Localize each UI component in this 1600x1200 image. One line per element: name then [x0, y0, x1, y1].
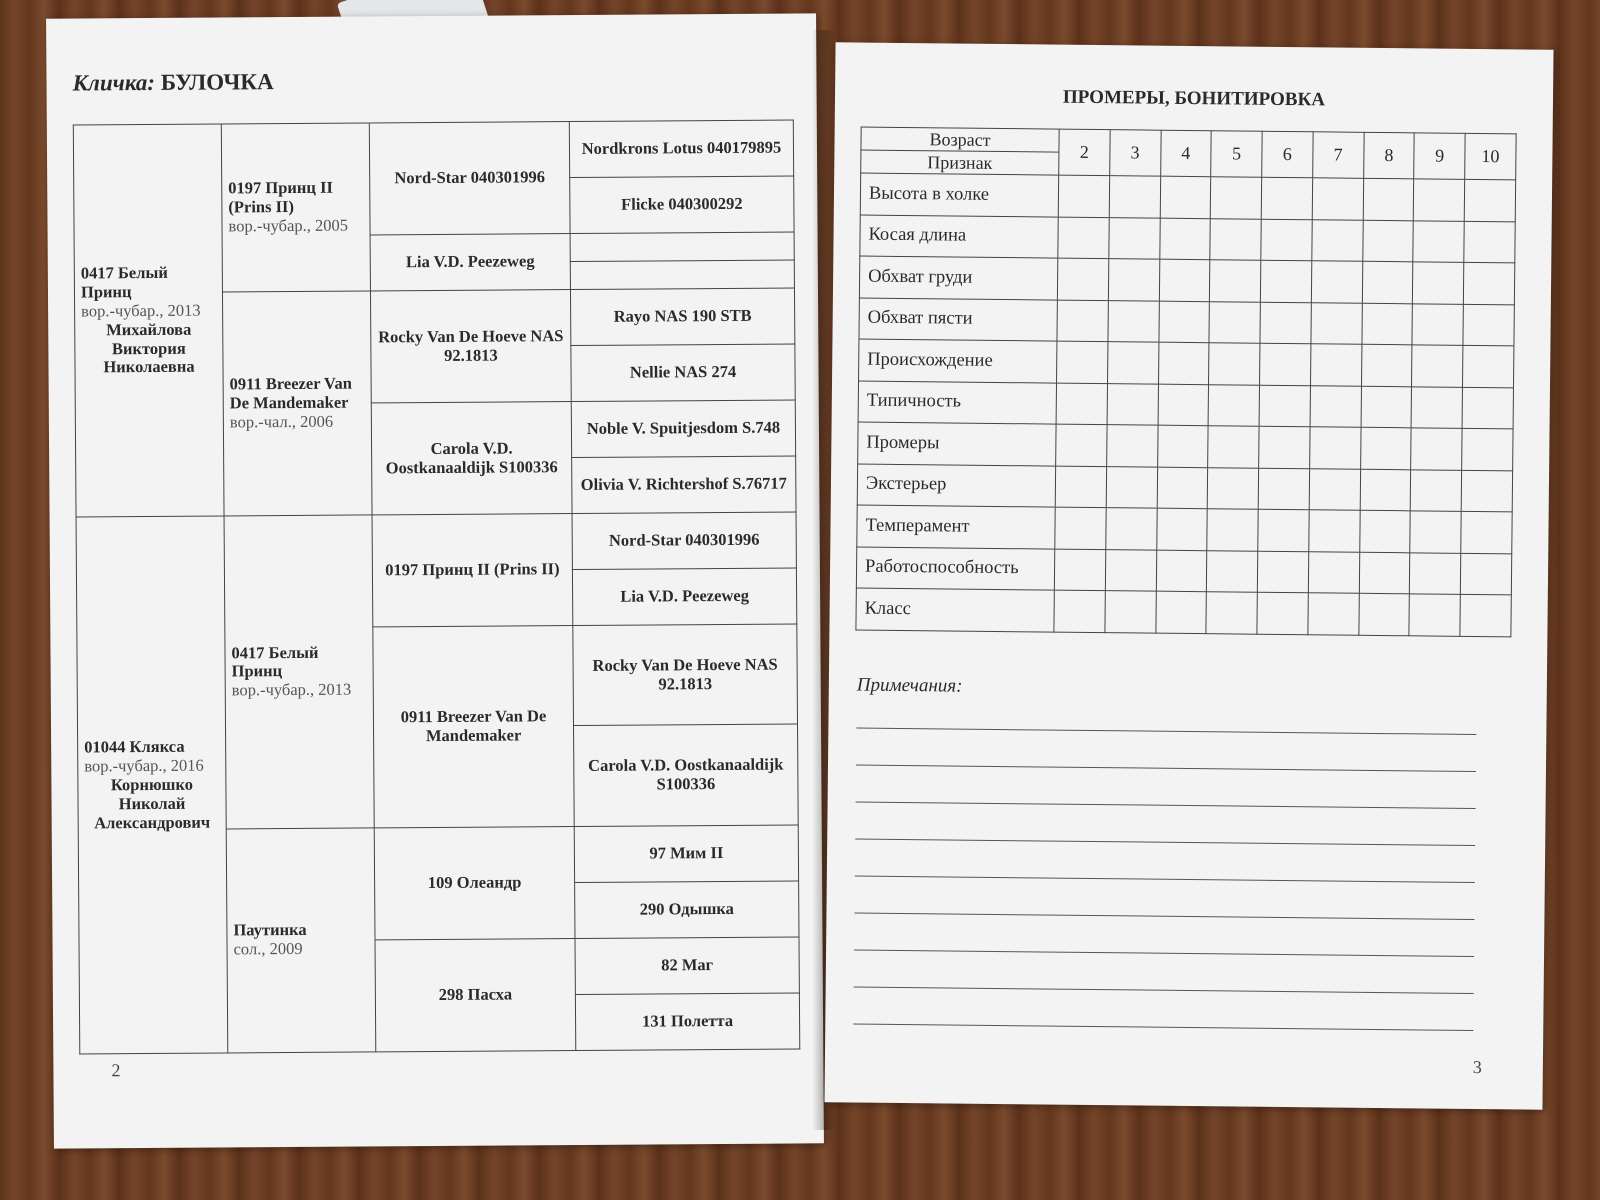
score-cell[interactable] — [1258, 509, 1309, 551]
age-header: 7 — [1313, 132, 1364, 179]
score-cell[interactable] — [1308, 593, 1359, 635]
pedigree-table — [73, 119, 800, 1054]
score-cell[interactable] — [1257, 551, 1308, 593]
measurements-table — [855, 127, 1516, 637]
score-cell[interactable] — [1207, 509, 1258, 551]
g3-cell: 109 Олеандр — [374, 826, 575, 939]
score-cell[interactable] — [1259, 385, 1310, 427]
score-cell[interactable] — [1309, 510, 1360, 552]
score-cell[interactable] — [1411, 428, 1462, 470]
score-cell[interactable] — [1414, 179, 1465, 221]
score-cell[interactable] — [1361, 344, 1412, 386]
g3-cell: 298 Пасха — [375, 938, 576, 1052]
score-cell[interactable] — [1210, 218, 1261, 260]
g4-cell: Noble V. Spuitjesdom S.748 — [571, 400, 795, 458]
g3-cell: Nord-Star 040301996 — [369, 122, 570, 235]
score-cell[interactable] — [1158, 301, 1209, 343]
notes-line — [854, 950, 1474, 957]
sire-sire-cell — [221, 123, 370, 292]
score-cell[interactable] — [1410, 511, 1461, 553]
score-cell[interactable] — [1054, 590, 1105, 632]
notes-line — [856, 802, 1476, 809]
notes-line — [854, 913, 1474, 920]
nickname-label: Кличка: — [72, 69, 156, 96]
score-cell[interactable] — [1259, 426, 1310, 468]
score-cell[interactable] — [1361, 386, 1412, 428]
score-cell[interactable] — [1359, 552, 1410, 594]
score-cell[interactable] — [1309, 427, 1360, 469]
score-cell[interactable] — [1211, 177, 1262, 219]
score-cell[interactable] — [1310, 344, 1361, 386]
dam-name: 01044 Клякса — [84, 736, 185, 757]
dam-sire-cell — [224, 515, 374, 829]
score-cell[interactable] — [1412, 345, 1463, 387]
age-header: 4 — [1160, 130, 1211, 177]
g4-cell: 290 Одышка — [575, 881, 799, 939]
trait-label: Происхождение — [859, 339, 1057, 383]
sire-sire-name: 0197 Принц II (Prins II) — [228, 177, 333, 217]
g3-cell: 0911 Breezer Van De Mandemaker — [373, 626, 574, 828]
score-cell[interactable] — [1159, 259, 1210, 301]
score-cell[interactable] — [1208, 467, 1259, 509]
age-header: 5 — [1211, 131, 1262, 178]
nickname-value: БУЛОЧКА — [160, 69, 274, 95]
score-cell[interactable] — [1055, 507, 1106, 549]
trait-label: Класс — [856, 588, 1054, 632]
dam-sire-name: 0417 Белый Принц — [231, 642, 319, 681]
g4-cell: Rayo NAS 190 STB — [570, 288, 794, 346]
score-cell[interactable] — [1160, 176, 1211, 218]
notes-line — [854, 987, 1474, 994]
score-cell[interactable] — [1105, 591, 1156, 633]
score-cell[interactable] — [1310, 385, 1361, 427]
score-cell[interactable] — [1461, 470, 1512, 512]
notes-line — [853, 1024, 1473, 1031]
score-cell[interactable] — [1057, 258, 1108, 300]
g4-cell: Olivia V. Richtershof S.76717 — [572, 456, 796, 514]
score-cell[interactable] — [1208, 426, 1259, 468]
dam-sire-info: вор.-чубар., 2013 — [231, 680, 352, 700]
score-cell[interactable] — [1208, 384, 1259, 426]
score-cell[interactable] — [1209, 343, 1260, 385]
page-title: ПРОМЕРЫ, БОНИТИРОВКА — [1062, 86, 1326, 111]
score-cell[interactable] — [1109, 217, 1160, 259]
score-cell[interactable] — [1261, 177, 1312, 219]
score-cell[interactable] — [1209, 301, 1260, 343]
trait-label: Работоспособность — [856, 547, 1054, 591]
age-header: 9 — [1414, 133, 1465, 180]
age-header: 8 — [1363, 132, 1414, 179]
score-cell[interactable] — [1057, 300, 1108, 342]
score-cell[interactable] — [1311, 261, 1362, 303]
trait-row — [859, 298, 1514, 346]
score-cell[interactable] — [1107, 342, 1158, 384]
trait-label: Высота в холке — [860, 173, 1058, 217]
score-cell[interactable] — [1464, 179, 1515, 221]
score-cell[interactable] — [1308, 551, 1359, 593]
sire-cell — [73, 124, 224, 517]
trait-row — [860, 215, 1515, 263]
trait-label: Экстерьер — [857, 464, 1055, 508]
dam-dam-info: сол., 2009 — [233, 939, 303, 959]
g4-cell: 82 Маг — [575, 937, 799, 995]
sire-info: вор.-чубар., 2013 — [81, 300, 201, 321]
g4-cell — [570, 232, 794, 262]
score-cell[interactable] — [1309, 468, 1360, 510]
right-page — [824, 42, 1553, 1109]
page-number-left: 2 — [111, 1060, 121, 1081]
score-cell[interactable] — [1461, 511, 1512, 553]
score-cell[interactable] — [1362, 220, 1413, 262]
g4-cell: Lia V.D. Peezeweg — [572, 568, 796, 626]
age-header: 2 — [1059, 129, 1110, 176]
score-cell[interactable] — [1057, 341, 1108, 383]
g4-cell: 97 Мим II — [574, 825, 798, 883]
score-cell[interactable] — [1206, 592, 1257, 634]
score-cell[interactable] — [1358, 593, 1409, 635]
score-cell[interactable] — [1412, 303, 1463, 345]
score-cell[interactable] — [1411, 386, 1462, 428]
sire-dam-cell — [222, 291, 372, 516]
score-cell[interactable] — [1460, 553, 1511, 595]
score-cell[interactable] — [1460, 594, 1511, 636]
score-cell[interactable] — [1106, 508, 1157, 550]
score-cell[interactable] — [1157, 425, 1208, 467]
trait-row — [858, 422, 1513, 470]
age-header: 10 — [1465, 133, 1516, 180]
trait-label: Промеры — [858, 422, 1056, 466]
score-cell[interactable] — [1413, 220, 1464, 262]
header-trait: Признак — [861, 150, 1059, 175]
notes-label: Примечания: — [856, 674, 963, 697]
trait-label: Темперамент — [857, 505, 1055, 549]
score-cell[interactable] — [1207, 550, 1258, 592]
score-cell[interactable] — [1159, 218, 1210, 260]
sire-owner: Михайлова Виктория Николаевна — [103, 319, 195, 377]
trait-row — [860, 173, 1515, 221]
g4-cell: Flicke 040300292 — [570, 176, 794, 234]
g4-cell: Nordkrons Lotus 040179895 — [569, 120, 793, 178]
trait-row — [858, 381, 1513, 429]
score-cell[interactable] — [1156, 550, 1207, 592]
nickname — [72, 69, 273, 96]
score-cell[interactable] — [1261, 219, 1312, 261]
sire-name: 0417 Белый Принц — [80, 262, 168, 302]
score-cell[interactable] — [1056, 383, 1107, 425]
score-cell[interactable] — [1312, 219, 1363, 261]
score-cell[interactable] — [1260, 260, 1311, 302]
score-cell[interactable] — [1359, 510, 1410, 552]
score-cell[interactable] — [1058, 217, 1109, 259]
dam-dam-name: Паутинка — [233, 920, 307, 940]
g4-cell: 131 Полетта — [575, 993, 799, 1051]
sire-dam-name: 0911 Breezer Van De Mandemaker — [229, 373, 352, 413]
score-cell[interactable] — [1155, 591, 1206, 633]
score-cell[interactable] — [1260, 343, 1311, 385]
score-cell[interactable] — [1413, 262, 1464, 304]
trait-row — [856, 547, 1511, 595]
dam-cell — [76, 516, 228, 1054]
score-cell[interactable] — [1106, 466, 1157, 508]
trait-label: Косая длина — [860, 215, 1058, 259]
trait-row — [859, 339, 1514, 387]
sire-sire-info: вор.-чубар., 2005 — [228, 215, 349, 236]
notes-line — [856, 728, 1476, 735]
header-age: Возраст — [861, 127, 1059, 152]
trait-row — [856, 588, 1511, 636]
trait-label: Обхват пясти — [859, 298, 1057, 342]
score-cell[interactable] — [1409, 594, 1460, 636]
g3-cell: Rocky Van De Hoeve NAS 92.1813 — [370, 290, 571, 403]
score-cell[interactable] — [1462, 387, 1513, 429]
trait-row — [857, 464, 1512, 512]
score-cell[interactable] — [1362, 261, 1413, 303]
dam-dam-cell — [226, 828, 376, 1053]
score-cell[interactable] — [1058, 175, 1109, 217]
score-cell[interactable] — [1362, 303, 1413, 345]
g3-cell: Lia V.D. Peezeweg — [370, 234, 570, 291]
score-cell[interactable] — [1257, 592, 1308, 634]
score-cell[interactable] — [1157, 467, 1208, 509]
score-cell[interactable] — [1105, 549, 1156, 591]
trait-label: Обхват груди — [859, 256, 1057, 300]
score-cell[interactable] — [1156, 508, 1207, 550]
age-header: 3 — [1109, 130, 1160, 177]
age-header: 6 — [1262, 131, 1313, 178]
score-cell[interactable] — [1055, 466, 1106, 508]
left-page — [46, 13, 824, 1148]
score-cell[interactable] — [1158, 342, 1209, 384]
g3-cell: Carola V.D. Oostkanaaldijk S100336 — [371, 402, 572, 515]
score-cell[interactable] — [1464, 221, 1515, 263]
g4-cell: Rocky Van De Hoeve NAS 92.1813 — [573, 624, 798, 726]
score-cell[interactable] — [1054, 549, 1105, 591]
score-cell[interactable] — [1463, 345, 1514, 387]
score-cell[interactable] — [1106, 425, 1157, 467]
dam-owner: Корнюшко Николай Александрович — [94, 774, 211, 832]
score-cell[interactable] — [1109, 176, 1160, 218]
score-cell[interactable] — [1108, 300, 1159, 342]
score-cell[interactable] — [1360, 469, 1411, 511]
trait-label: Типичность — [858, 381, 1056, 425]
score-cell[interactable] — [1463, 262, 1514, 304]
score-cell[interactable] — [1107, 383, 1158, 425]
score-cell[interactable] — [1463, 304, 1514, 346]
score-cell[interactable] — [1108, 259, 1159, 301]
score-cell[interactable] — [1410, 552, 1461, 594]
g4-cell: Carola V.D. Oostkanaaldijk S100336 — [574, 724, 799, 826]
notes-line — [855, 876, 1475, 883]
g4-cell: Nord-Star 040301996 — [572, 512, 796, 570]
notes-line — [856, 765, 1476, 772]
g3-cell: 0197 Принц II (Prins II) — [372, 514, 573, 627]
sire-dam-info: вор.-чал., 2006 — [229, 411, 334, 432]
score-cell[interactable] — [1411, 469, 1462, 511]
notes-line — [855, 839, 1475, 846]
score-cell[interactable] — [1360, 427, 1411, 469]
g4-cell: Nellie NAS 274 — [571, 344, 795, 402]
score-cell[interactable] — [1311, 302, 1362, 344]
score-cell[interactable] — [1158, 384, 1209, 426]
score-cell[interactable] — [1462, 428, 1513, 470]
dam-info: вор.-чубар., 2016 — [84, 755, 204, 776]
score-cell[interactable] — [1210, 260, 1261, 302]
score-cell[interactable] — [1312, 178, 1363, 220]
trait-row — [857, 505, 1512, 553]
score-cell[interactable] — [1260, 302, 1311, 344]
g4-cell — [570, 260, 794, 290]
page-number-right: 3 — [1472, 1057, 1482, 1078]
score-cell[interactable] — [1258, 468, 1309, 510]
score-cell[interactable] — [1363, 178, 1414, 220]
score-cell[interactable] — [1056, 424, 1107, 466]
trait-row — [859, 256, 1514, 304]
